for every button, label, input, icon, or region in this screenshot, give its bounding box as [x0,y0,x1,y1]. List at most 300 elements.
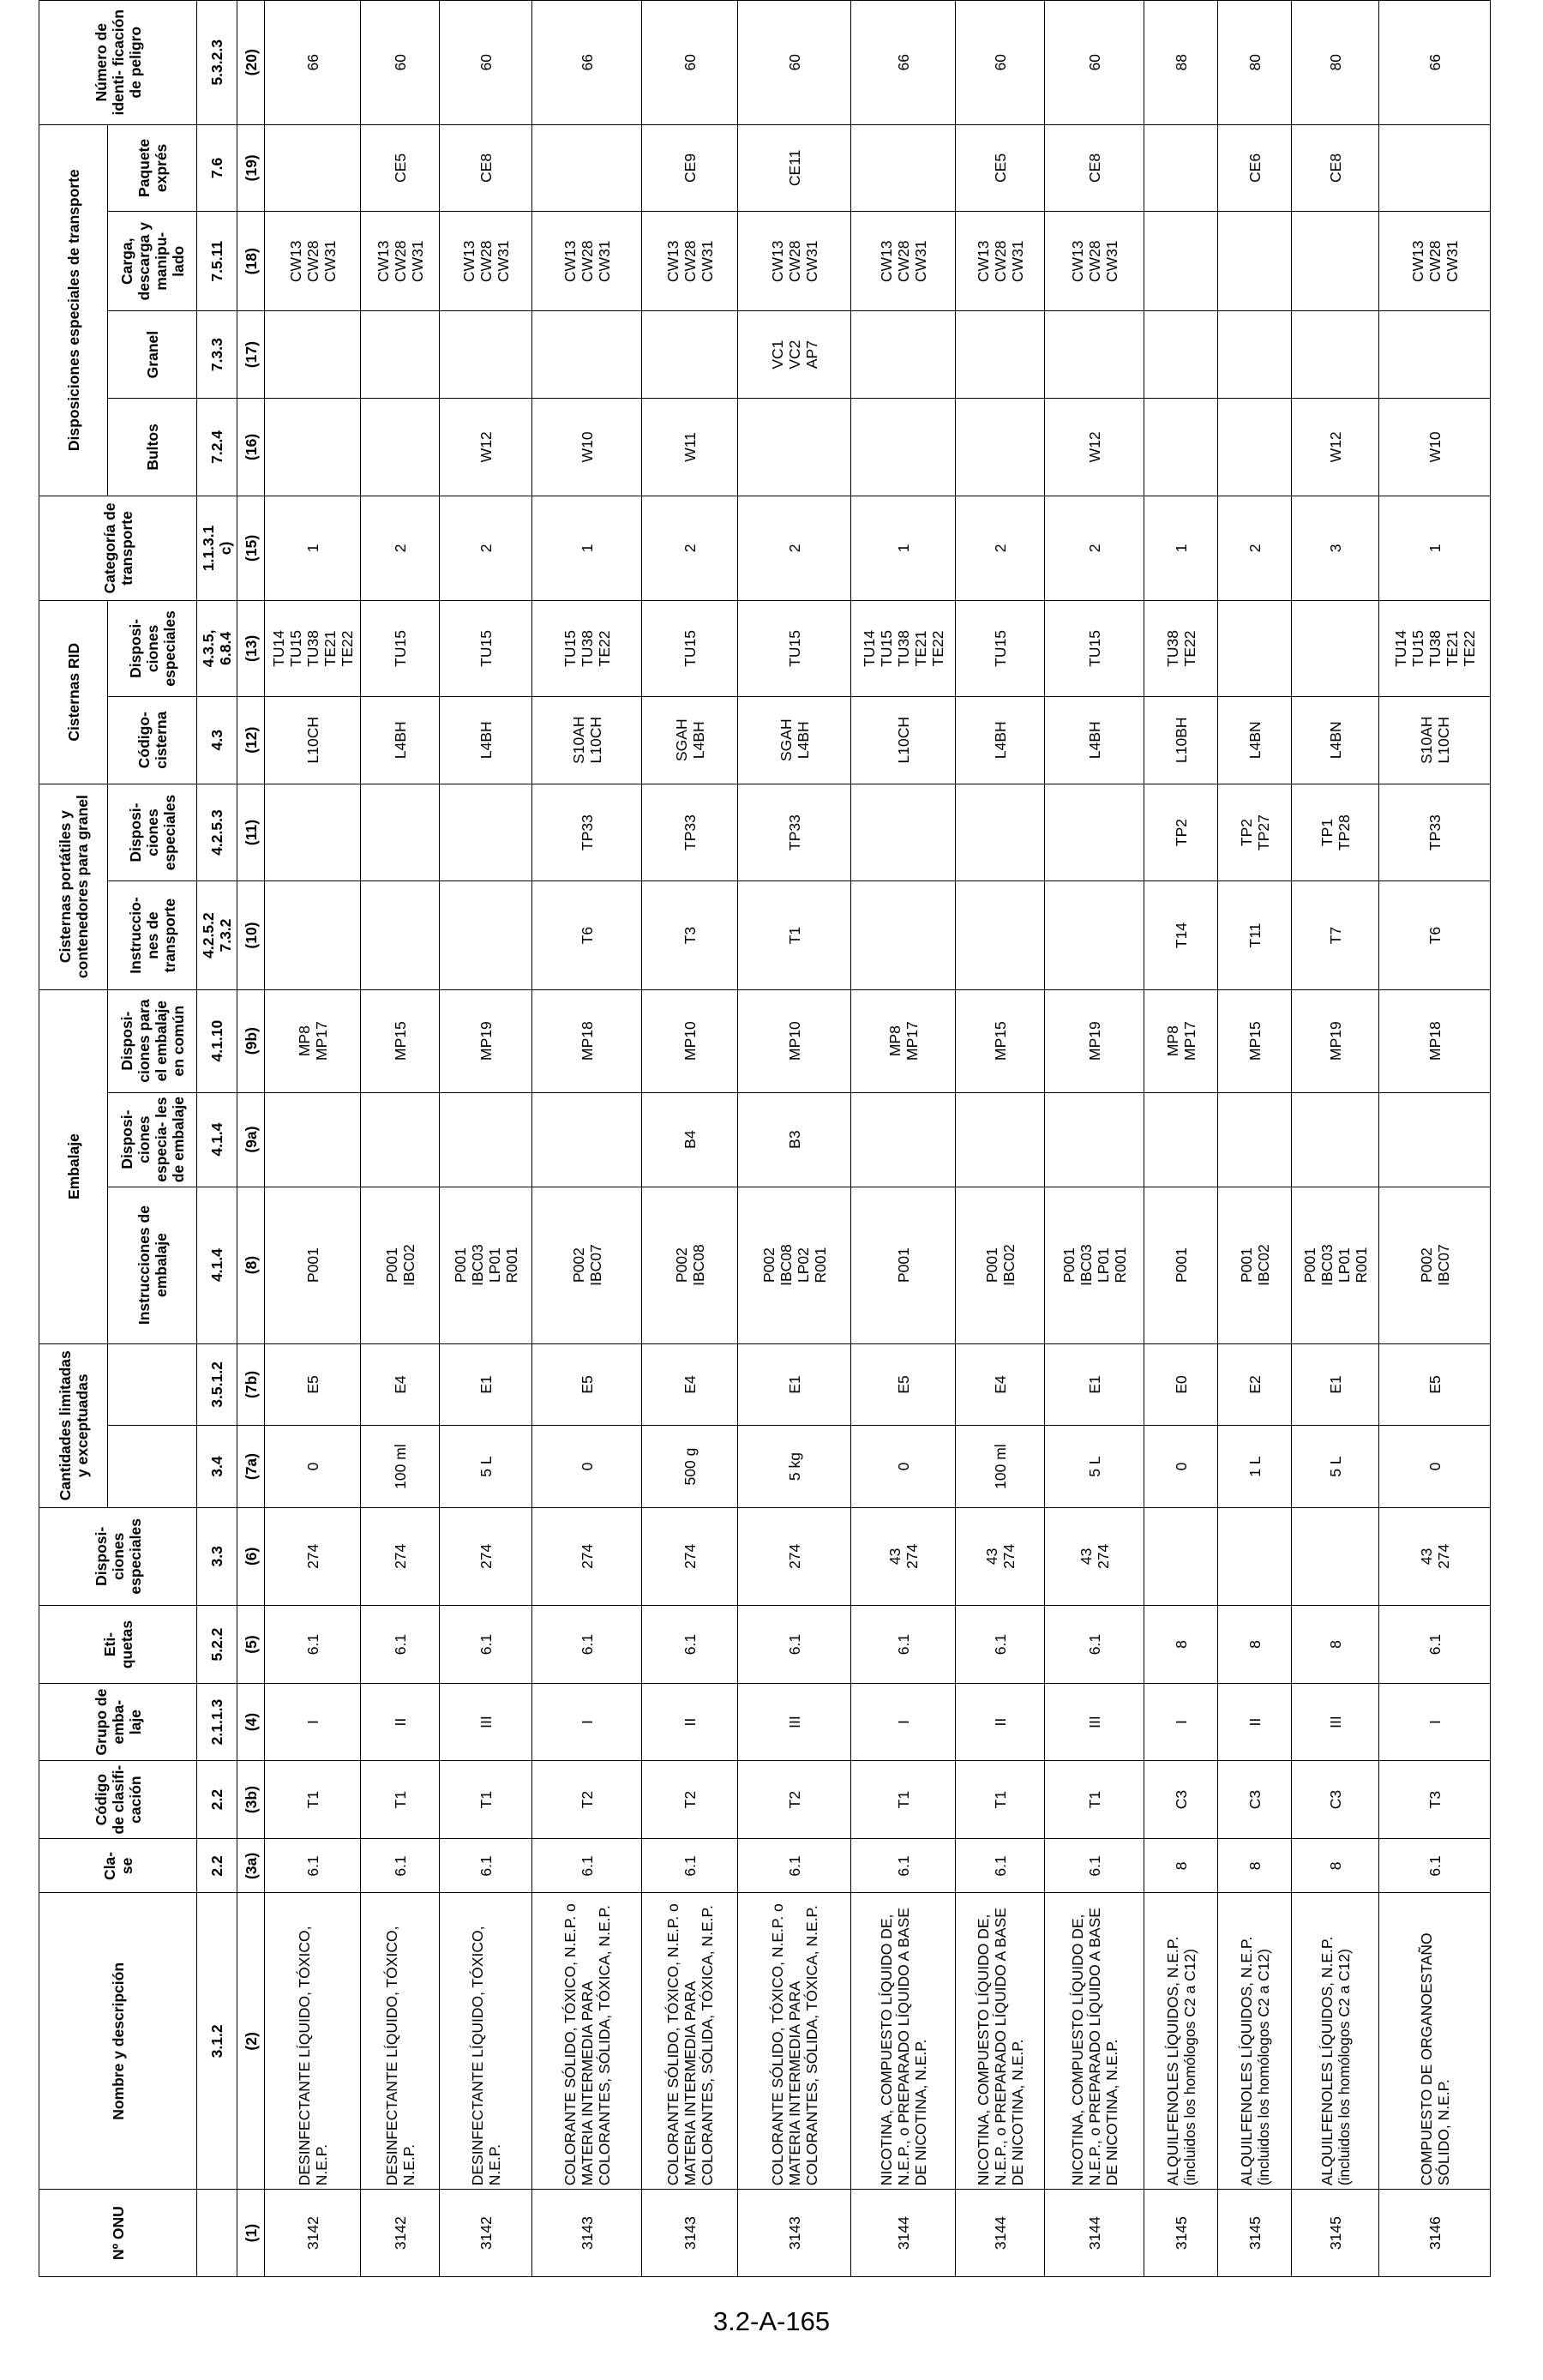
table-cell: T1 [738,881,851,989]
table-cell [642,311,738,399]
table-cell: 0 [851,1426,956,1508]
table-cell: 0 [1144,1426,1218,1508]
table-cell [1292,600,1379,696]
table-cell: 6.1 [956,1839,1045,1893]
col-num-cell: (3a) [237,1839,265,1893]
table-cell: P001 IBC03 LP01 R001 [1045,1187,1144,1343]
table-cell: III [1292,1684,1379,1761]
header-class: Cla- se [39,1839,197,1893]
reference-row [197,1,237,2277]
table-cell [440,881,532,989]
ref-cell: 4.1.10 [197,989,237,1092]
table-cell [1218,311,1292,399]
table-cell [851,1092,956,1187]
dangerous-goods-table [39,0,1491,2277]
table-cell: TP1 TP28 [1292,784,1379,881]
ref-cell: 2.2 [197,1839,237,1893]
table-cell [1292,1507,1379,1605]
table-cell: TP2 TP27 [1218,784,1292,881]
table-cell: MP15 [361,989,440,1092]
table-cell: CW13 CW28 CW31 [265,212,361,311]
cell-name: ALQUILFENOLES LÍQUIDOS, N.E.P. (incluidos los homólogos C2 a C12) [1144,1893,1218,2190]
table-cell: II [956,1684,1045,1761]
table-cell: MP15 [1218,989,1292,1092]
cell-un-number: 3144 [851,2190,956,2277]
table-cell: 6.1 [361,1605,440,1684]
table-cell: 60 [361,1,440,125]
table-cell: B3 [738,1092,851,1187]
table-body [197,1,1491,2277]
ref-cell: 4.2.5.2 7.3.2 [197,881,237,989]
table-cell: W10 [1379,398,1491,496]
table-cell [265,784,361,881]
cell-un-number: 3144 [956,2190,1045,2277]
table-cell: 5 kg [738,1426,851,1508]
table-cell: CW13 CW28 CW31 [738,212,851,311]
table-cell [1379,1092,1491,1187]
table-cell: 8 [1144,1605,1218,1684]
table-cell: L4BN [1218,696,1292,784]
table-cell: 6.1 [440,1605,532,1684]
col-num-cell: (13) [237,600,265,696]
table-cell: 2 [738,496,851,600]
table-cell: CW13 CW28 CW31 [532,212,642,311]
table-cell [440,311,532,399]
table-cell: MP8 MP17 [1144,989,1218,1092]
table-cell: 5 L [1045,1426,1144,1508]
table-cell: 274 [532,1507,642,1605]
table-cell: 6.1 [532,1839,642,1893]
col-num-cell: (5) [237,1605,265,1684]
header-classification-code: Código de clasifi- cación [39,1760,197,1839]
header-special-transport: Disposiciones especiales de transporte [39,124,108,496]
table-cell: 6.1 [440,1839,532,1893]
table-cell: MP19 [1292,989,1379,1092]
table-cell [361,311,440,399]
table-cell: B4 [642,1092,738,1187]
table-cell: P002 IBC08 LP02 R001 [738,1187,851,1343]
ref-cell: 3.3 [197,1507,237,1605]
cell-name: COMPUESTO DE ORGANOESTAÑO SÓLIDO, N.E.P. [1379,1893,1491,2190]
table-cell: MP15 [956,989,1045,1092]
table-cell: T11 [1218,881,1292,989]
table-cell: E4 [642,1343,738,1426]
cell-name: NICOTINA, COMPUESTO LÍQUIDO DE, N.E.P., o PREPARADO LÍQUIDO A BASE DE NICOTINA, N.E.P. [956,1893,1045,2190]
table-cell [1144,1507,1218,1605]
table-cell: TP33 [532,784,642,881]
ref-cell: 4.1.4 [197,1187,237,1343]
table-cell: C3 [1144,1760,1218,1839]
table-cell: 5 L [440,1426,532,1508]
table-cell: CW13 CW28 CW31 [440,212,532,311]
table-cell [1292,311,1379,399]
table-cell: 60 [1045,1,1144,125]
table-cell [1045,311,1144,399]
table-cell: MP10 [738,989,851,1092]
table-cell: T2 [532,1760,642,1839]
table-cell: 274 [738,1507,851,1605]
table-cell: 6.1 [738,1605,851,1684]
table-cell: P001 [851,1187,956,1343]
table-cell: E4 [956,1343,1045,1426]
table-cell: T1 [440,1760,532,1839]
table-cell: W12 [1292,398,1379,496]
table-cell: 2 [1218,496,1292,600]
table-cell: TU38 TE22 [1144,600,1218,696]
header-packaging: Embalaje [39,989,108,1343]
table-cell [956,784,1045,881]
table-cell: 43 274 [851,1507,956,1605]
table-cell: W12 [1045,398,1144,496]
table-cell: 43 274 [1045,1507,1144,1605]
table-cell: 0 [1379,1426,1491,1508]
table-cell: 66 [532,1,642,125]
table-cell: III [1045,1684,1144,1761]
table-cell [1144,1092,1218,1187]
table-cell: TU15 [361,600,440,696]
table-cell [956,398,1045,496]
table-cell: TP33 [1379,784,1491,881]
table-cell: 6.1 [1045,1839,1144,1893]
table-cell: CE8 [1292,124,1379,212]
cell-name: DESINFECTANTE LÍQUIDO, TÓXICO, N.E.P. [265,1893,361,2190]
table-cell [956,311,1045,399]
ref-cell: 4.3.5, 6.8.4 [197,600,237,696]
table-cell [1144,311,1218,399]
table-row [851,1,956,2277]
table-cell: 274 [361,1507,440,1605]
header-tank-special: Disposi- ciones especiales [108,784,197,881]
table-cell [361,1092,440,1187]
table-cell: I [851,1684,956,1761]
col-num-cell: (17) [237,311,265,399]
table-cell: T1 [956,1760,1045,1839]
col-num-cell: (19) [237,124,265,212]
header-packing-group: Grupo de emba- laje [39,1684,197,1761]
table-cell: C3 [1292,1760,1379,1839]
table-cell: TU15 TU38 TE22 [532,600,642,696]
table-cell [1218,1092,1292,1187]
table-cell: E5 [851,1343,956,1426]
table-cell: 6.1 [361,1839,440,1893]
table-cell [1045,881,1144,989]
ref-cell: 5.3.2.3 [197,1,237,125]
table-row [265,1,361,2277]
table-cell: TU14 TU15 TU38 TE21 TE22 [851,600,956,696]
ref-cell: 7.5.11 [197,212,237,311]
table-cell: 88 [1144,1,1218,125]
table-cell: E5 [265,1343,361,1426]
table-cell: 6.1 [851,1605,956,1684]
table-cell: 1 [265,496,361,600]
header-express: Paquete exprés [108,124,197,212]
table-cell [1379,124,1491,212]
table-cell: VC1 VC2 AP7 [738,311,851,399]
table-cell: T2 [738,1760,851,1839]
table-cell: MP10 [642,989,738,1092]
table-cell: II [361,1684,440,1761]
table-cell: II [1218,1684,1292,1761]
table-cell [1045,1092,1144,1187]
cell-un-number: 3142 [265,2190,361,2277]
table-cell: T6 [1379,881,1491,989]
table-cell: L4BH [440,696,532,784]
col-num-cell: (3b) [237,1760,265,1839]
header-lq-7b [108,1343,197,1426]
table-cell: T1 [361,1760,440,1839]
table-cell [1144,124,1218,212]
ref-cell: 2.1.1.3 [197,1684,237,1761]
column-number-row [237,1,265,2277]
table-cell: 274 [440,1507,532,1605]
table-cell: T7 [1292,881,1379,989]
table-cell: TU15 [956,600,1045,696]
table-cell: E0 [1144,1343,1218,1426]
table-cell: 6.1 [532,1605,642,1684]
header-rid-special: Disposi- ciones especiales [108,600,197,696]
header-special-packing: Disposi- ciones especia- les de embalaje [108,1092,197,1187]
table-cell [1218,600,1292,696]
table-cell: CW13 CW28 CW31 [1379,212,1491,311]
ref-cell: 2.2 [197,1760,237,1839]
table-cell: 6.1 [642,1605,738,1684]
table-row [956,1,1045,2277]
table-cell: 1 [1379,496,1491,600]
cell-un-number: 3143 [738,2190,851,2277]
col-num-cell: (4) [237,1684,265,1761]
table-cell: III [440,1684,532,1761]
table-cell: CE9 [642,124,738,212]
table-cell: 6.1 [265,1605,361,1684]
table-cell: 1 [851,496,956,600]
table-cell: 500 g [642,1426,738,1508]
table-cell [1218,1507,1292,1605]
header-name: Nombre y descripción [39,1893,197,2190]
col-num-cell: (9b) [237,989,265,1092]
table-cell: CE8 [440,124,532,212]
table-cell [851,398,956,496]
table-row [1218,1,1292,2277]
cell-un-number: 3143 [642,2190,738,2277]
table-cell: E5 [1379,1343,1491,1426]
table-cell: 100 ml [956,1426,1045,1508]
table-cell: 43 274 [956,1507,1045,1605]
table-cell: SGAH L4BH [738,696,851,784]
table-cell: E1 [1292,1343,1379,1426]
table-cell: 3 [1292,496,1379,600]
ref-cell: 7.6 [197,124,237,212]
col-num-cell: (9a) [237,1092,265,1187]
table-cell: T1 [1045,1760,1144,1839]
table-cell [956,881,1045,989]
table-cell: 8 [1292,1839,1379,1893]
table-cell: I [1144,1684,1218,1761]
ref-cell: 3.5.1.2 [197,1343,237,1426]
header-labels: Eti- quetas [39,1605,197,1684]
col-num-cell: (16) [237,398,265,496]
table-row [361,1,440,2277]
ref-cell: 5.2.2 [197,1605,237,1684]
table-cell: L4BH [361,696,440,784]
table-cell: W11 [642,398,738,496]
header-row-1 [39,1,108,2277]
cell-un-number: 3143 [532,2190,642,2277]
table-cell: 8 [1144,1839,1218,1893]
col-num-cell: (18) [237,212,265,311]
table-row [738,1,851,2277]
rotated-table-wrapper [39,0,1478,2277]
table-cell: L10BH [1144,696,1218,784]
cell-un-number: 3142 [361,2190,440,2277]
table-cell: L4BN [1292,696,1379,784]
table-cell [851,311,956,399]
table-cell: L10CH [851,696,956,784]
table-cell: CW13 CW28 CW31 [361,212,440,311]
header-special-provisions: Disposi- ciones especiales [39,1507,197,1605]
table-cell: 1 L [1218,1426,1292,1508]
table-cell [532,124,642,212]
table-cell: P002 IBC08 [642,1187,738,1343]
table-cell: CE5 [361,124,440,212]
col-num-cell: (12) [237,696,265,784]
table-cell: CE5 [956,124,1045,212]
table-cell [265,1092,361,1187]
header-lq-7a [108,1426,197,1508]
table-cell: 2 [1045,496,1144,600]
table-cell: 2 [642,496,738,600]
table-cell: TP33 [738,784,851,881]
col-num-cell: (7b) [237,1343,265,1426]
table-cell: 60 [738,1,851,125]
table-cell: CW13 CW28 CW31 [642,212,738,311]
table-cell: 6.1 [738,1839,851,1893]
table-cell [1218,398,1292,496]
table-cell: MP19 [440,989,532,1092]
cell-un-number: 3145 [1292,2190,1379,2277]
table-cell: L4BH [1045,696,1144,784]
table-cell: 6.1 [1379,1839,1491,1893]
table-row [642,1,738,2277]
table-cell: W12 [440,398,532,496]
table-cell: MP19 [1045,989,1144,1092]
table-cell: T3 [1379,1760,1491,1839]
header-limited-quantities: Cantidades limitadas y exceptuadas [39,1343,108,1507]
col-num-cell: (20) [237,1,265,125]
table-cell: E1 [1045,1343,1144,1426]
table-cell [361,784,440,881]
table-cell [1144,398,1218,496]
header-tank-instructions: Instruccio- nes de transporte [108,881,197,989]
table-cell: MP18 [532,989,642,1092]
table-cell: 6.1 [642,1839,738,1893]
table-cell: I [1379,1684,1491,1761]
col-num-cell: (15) [237,496,265,600]
table-cell: 2 [361,496,440,600]
header-mixed-packing: Disposi- ciones para el embalaje en común [108,989,197,1092]
table-cell: II [642,1684,738,1761]
table-cell: CE8 [1045,124,1144,212]
table-cell [265,311,361,399]
table-cell: W10 [532,398,642,496]
table-cell [265,124,361,212]
table-cell: 8 [1218,1605,1292,1684]
cell-un-number: 3144 [1045,2190,1144,2277]
table-cell: 100 ml [361,1426,440,1508]
table-cell: S10AH L10CH [532,696,642,784]
table-cell: TP33 [642,784,738,881]
table-cell [1218,212,1292,311]
table-cell: TU15 [642,600,738,696]
table-cell: CW13 CW28 CW31 [851,212,956,311]
page-number: 3.2-A-165 [712,2306,831,2336]
table-cell: P001 IBC02 [1218,1187,1292,1343]
table-cell: 66 [265,1,361,125]
table-cell: 0 [532,1426,642,1508]
table-cell: CW13 CW28 CW31 [956,212,1045,311]
table-cell: P001 IBC02 [956,1187,1045,1343]
table-cell [440,1092,532,1187]
header-transport-category: Categoría de transporte [39,496,197,600]
table-row [1379,1,1491,2277]
table-cell: I [265,1684,361,1761]
cell-un-number: 3145 [1218,2190,1292,2277]
table-cell: III [738,1684,851,1761]
table-cell: 274 [642,1507,738,1605]
table-cell [851,881,956,989]
ref-cell: 4.3 [197,696,237,784]
ref-cell [197,2190,237,2277]
table-cell [265,881,361,989]
table-cell: 60 [956,1,1045,125]
table-cell: TU14 TU15 TU38 TE21 TE22 [1379,600,1491,696]
table-cell: P002 IBC07 [532,1187,642,1343]
col-num-cell: (11) [237,784,265,881]
table-cell: TU15 [1045,600,1144,696]
header-tank-code: Código- cisterna [108,696,197,784]
table-cell: 60 [440,1,532,125]
table-cell: TU14 TU15 TU38 TE21 TE22 [265,600,361,696]
ref-cell: 4.2.5.3 [197,784,237,881]
table-cell: 5 L [1292,1426,1379,1508]
table-cell: T3 [642,881,738,989]
table-cell: 80 [1292,1,1379,125]
table-cell [1292,1092,1379,1187]
header-rid-tanks: Cisternas RID [39,600,108,784]
table-cell [851,124,956,212]
cell-name: COLORANTE SÓLIDO, TÓXICO, N.E.P. o MATERIA INTERMEDIA PARA COLORANTES, SÓLIDA, TÓXICA, N.E.P. [532,1893,642,2190]
table-row [1045,1,1144,2277]
ref-cell: 7.2.4 [197,398,237,496]
cell-name: ALQUILFENOLES LÍQUIDOS, N.E.P. (incluidos los homólogos C2 a C12) [1218,1893,1292,2190]
table-cell: 2 [956,496,1045,600]
table-cell: P001 [265,1187,361,1343]
table-row [440,1,532,2277]
table-cell [1292,212,1379,311]
cell-name: DESINFECTANTE LÍQUIDO, TÓXICO, N.E.P. [440,1893,532,2190]
table-cell: TU15 [738,600,851,696]
table-cell: 2 [440,496,532,600]
col-num-cell: (6) [237,1507,265,1605]
table-cell: P001 IBC03 LP01 R001 [440,1187,532,1343]
ref-cell: 7.3.3 [197,311,237,399]
table-cell: 6.1 [1379,1605,1491,1684]
ref-cell: 3.4 [197,1426,237,1508]
ref-cell: 4.1.4 [197,1092,237,1187]
table-cell: 6.1 [265,1839,361,1893]
table-cell: E1 [738,1343,851,1426]
table-cell: MP8 MP17 [265,989,361,1092]
table-cell: 60 [642,1,738,125]
